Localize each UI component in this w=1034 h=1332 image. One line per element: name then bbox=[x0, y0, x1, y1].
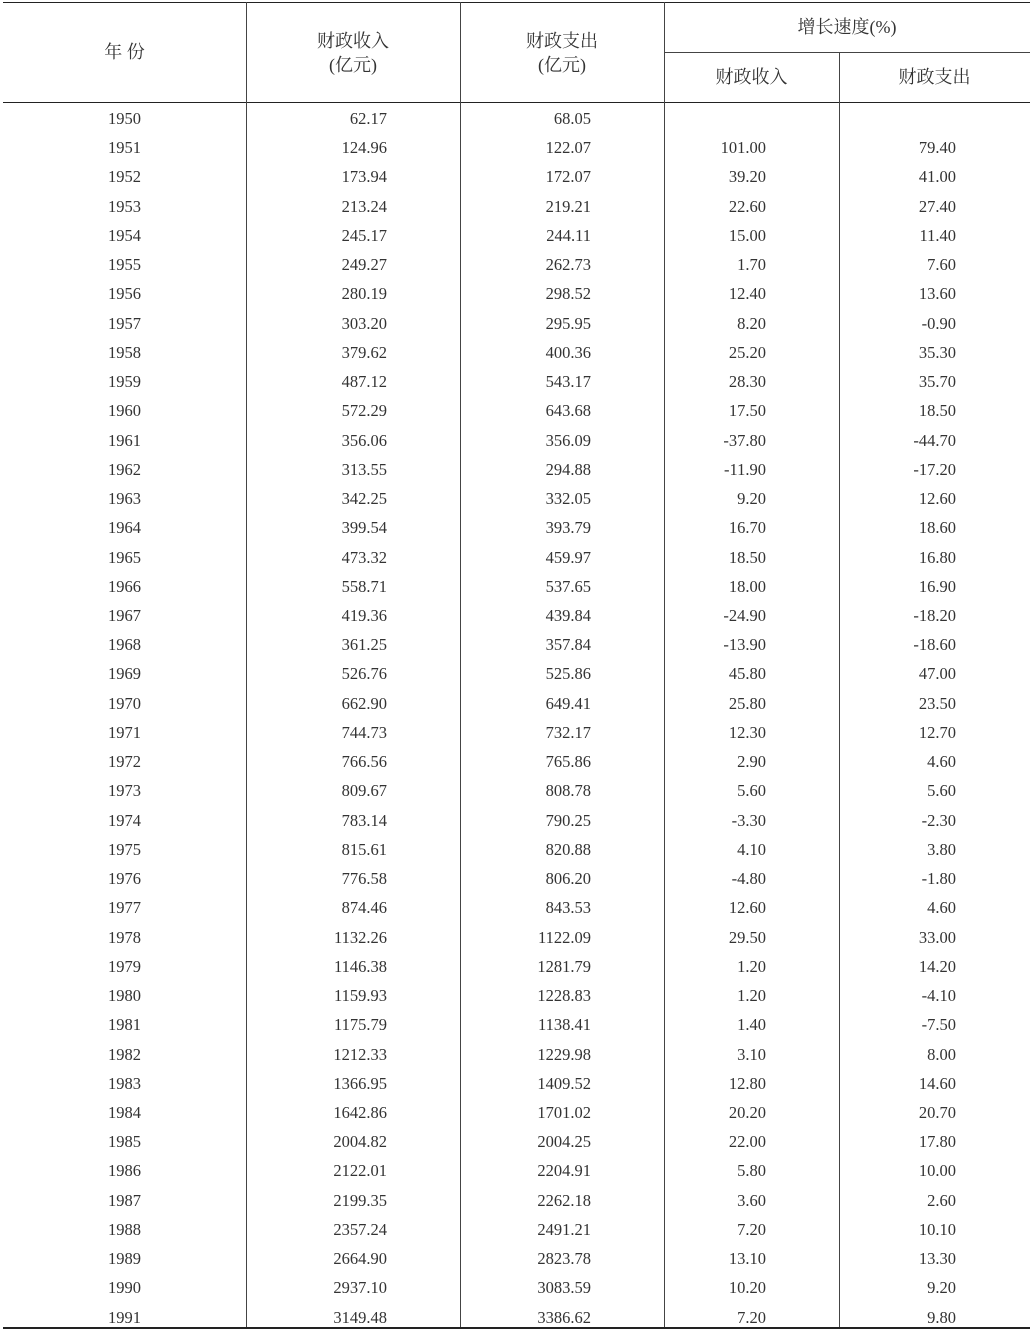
header-revenue-label: 财政收入 bbox=[317, 31, 389, 51]
cell-expenditure: 3083.59 bbox=[537, 1278, 591, 1298]
cell-growth-expenditure: 8.00 bbox=[927, 1044, 956, 1064]
cell-growth-expenditure: 10.10 bbox=[918, 1219, 956, 1239]
cell-expenditure: 1229.98 bbox=[537, 1044, 591, 1064]
cell-growth-expenditure bbox=[839, 104, 956, 133]
cell-growth-expenditure: -2.30 bbox=[921, 810, 956, 830]
cell-growth-revenue: 7.20 bbox=[737, 1219, 766, 1239]
cell-year: 1951 bbox=[108, 138, 141, 158]
header-expenditure-label: 财政支出 bbox=[526, 31, 598, 51]
cell-year: 1971 bbox=[108, 722, 141, 742]
cell-revenue: 473.32 bbox=[341, 547, 387, 567]
cell-growth-expenditure: -44.70 bbox=[913, 430, 956, 450]
cell-growth-expenditure: 12.60 bbox=[918, 489, 956, 509]
cell-growth-revenue: 16.70 bbox=[728, 518, 766, 538]
table-row bbox=[3, 1156, 1030, 1185]
cell-year: 1990 bbox=[108, 1278, 141, 1298]
cell-growth-expenditure: -17.20 bbox=[913, 459, 956, 479]
cell-expenditure: 2491.21 bbox=[537, 1219, 591, 1239]
cell-expenditure: 843.53 bbox=[545, 898, 591, 918]
table-row bbox=[3, 250, 1030, 279]
header-growth-rule bbox=[664, 52, 1030, 53]
table-row bbox=[3, 1040, 1030, 1069]
header-bottom-rule bbox=[3, 102, 1030, 103]
cell-growth-revenue: 25.20 bbox=[728, 342, 766, 362]
cell-revenue: 280.19 bbox=[341, 284, 387, 304]
cell-growth-expenditure: 16.80 bbox=[918, 547, 956, 567]
table-row bbox=[3, 279, 1030, 308]
cell-growth-expenditure: 11.40 bbox=[919, 225, 956, 245]
cell-growth-expenditure: 12.70 bbox=[918, 722, 956, 742]
cell-expenditure: 262.73 bbox=[545, 255, 591, 275]
cell-revenue: 2937.10 bbox=[333, 1278, 387, 1298]
table-row bbox=[3, 1273, 1030, 1302]
table-row bbox=[3, 806, 1030, 835]
cell-growth-expenditure: 7.60 bbox=[927, 255, 956, 275]
header-growth: 增长速度(%) bbox=[797, 17, 897, 37]
cell-expenditure: 1281.79 bbox=[537, 956, 591, 976]
cell-expenditure: 332.05 bbox=[545, 489, 591, 509]
cell-growth-expenditure: 27.40 bbox=[918, 196, 956, 216]
cell-revenue: 249.27 bbox=[341, 255, 387, 275]
cell-year: 1987 bbox=[108, 1190, 141, 1210]
cell-growth-revenue: 18.00 bbox=[728, 576, 766, 596]
cell-year: 1985 bbox=[108, 1132, 141, 1152]
cell-revenue: 173.94 bbox=[341, 167, 387, 187]
table-row bbox=[3, 952, 1030, 981]
table-row bbox=[3, 601, 1030, 630]
cell-expenditure: 294.88 bbox=[545, 459, 591, 479]
cell-growth-expenditure: -18.20 bbox=[913, 605, 956, 625]
cell-growth-revenue: 39.20 bbox=[728, 167, 766, 187]
cell-growth-revenue: 28.30 bbox=[728, 372, 766, 392]
cell-revenue: 744.73 bbox=[341, 722, 387, 742]
cell-year: 1952 bbox=[108, 167, 141, 187]
table-row bbox=[3, 776, 1030, 805]
cell-growth-revenue: 7.20 bbox=[737, 1307, 766, 1327]
header-revenue bbox=[246, 29, 460, 77]
cell-revenue: 558.71 bbox=[341, 576, 387, 596]
cell-growth-expenditure: -18.60 bbox=[913, 635, 956, 655]
cell-growth-revenue: -13.90 bbox=[723, 635, 766, 655]
cell-expenditure: 244.11 bbox=[546, 225, 591, 245]
cell-year: 1988 bbox=[108, 1219, 141, 1239]
cell-revenue: 1132.26 bbox=[333, 927, 387, 947]
table-row bbox=[3, 747, 1030, 776]
cell-growth-revenue: 1.20 bbox=[737, 956, 766, 976]
table-row bbox=[3, 572, 1030, 601]
table-row bbox=[3, 689, 1030, 718]
cell-growth-revenue: -3.30 bbox=[731, 810, 766, 830]
cell-expenditure: 1122.09 bbox=[537, 927, 591, 947]
cell-revenue: 572.29 bbox=[341, 401, 387, 421]
cell-revenue: 1146.38 bbox=[333, 956, 387, 976]
header-revenue-unit: (亿元) bbox=[329, 55, 377, 75]
cell-year: 1953 bbox=[108, 196, 141, 216]
cell-year: 1961 bbox=[108, 430, 141, 450]
cell-revenue: 2357.24 bbox=[333, 1219, 387, 1239]
cell-growth-revenue: 12.40 bbox=[728, 284, 766, 304]
cell-expenditure: 393.79 bbox=[545, 518, 591, 538]
header-growth-revenue: 财政收入 bbox=[715, 67, 788, 87]
cell-expenditure: 1138.41 bbox=[537, 1015, 591, 1035]
cell-expenditure: 122.07 bbox=[545, 138, 591, 158]
cell-revenue: 1366.95 bbox=[333, 1073, 387, 1093]
cell-expenditure: 172.07 bbox=[545, 167, 591, 187]
cell-growth-revenue: 22.60 bbox=[728, 196, 766, 216]
cell-growth-revenue: 1.70 bbox=[737, 255, 766, 275]
cell-expenditure: 295.95 bbox=[545, 313, 591, 333]
cell-growth-expenditure: 4.60 bbox=[927, 752, 956, 772]
table-row bbox=[3, 484, 1030, 513]
cell-growth-expenditure: 20.70 bbox=[918, 1102, 956, 1122]
cell-year: 1980 bbox=[108, 986, 141, 1006]
cell-year: 1966 bbox=[108, 576, 141, 596]
cell-expenditure: 2204.91 bbox=[537, 1161, 591, 1181]
cell-year: 1975 bbox=[108, 839, 141, 859]
cell-revenue: 809.67 bbox=[341, 781, 387, 801]
cell-growth-revenue: 101.00 bbox=[720, 138, 766, 158]
table-row bbox=[3, 221, 1030, 250]
cell-expenditure: 543.17 bbox=[545, 372, 591, 392]
cell-growth-expenditure: -7.50 bbox=[921, 1015, 956, 1035]
cell-growth-revenue: 22.00 bbox=[728, 1132, 766, 1152]
header-growth-expenditure: 财政支出 bbox=[898, 67, 971, 87]
header-expenditure bbox=[460, 29, 664, 77]
cell-revenue: 766.56 bbox=[341, 752, 387, 772]
cell-expenditure: 3386.62 bbox=[537, 1307, 591, 1327]
cell-year: 1956 bbox=[108, 284, 141, 304]
cell-year: 1958 bbox=[108, 342, 141, 362]
cell-growth-revenue: -37.80 bbox=[723, 430, 766, 450]
cell-growth-expenditure: 9.80 bbox=[927, 1307, 956, 1327]
cell-expenditure: 356.09 bbox=[545, 430, 591, 450]
table-row bbox=[3, 893, 1030, 922]
cell-revenue: 815.61 bbox=[341, 839, 387, 859]
cell-revenue: 1642.86 bbox=[333, 1102, 387, 1122]
cell-year: 1962 bbox=[108, 459, 141, 479]
cell-revenue: 379.62 bbox=[341, 342, 387, 362]
cell-revenue: 487.12 bbox=[341, 372, 387, 392]
cell-revenue: 361.25 bbox=[341, 635, 387, 655]
cell-year: 1965 bbox=[108, 547, 141, 567]
cell-year: 1986 bbox=[108, 1161, 141, 1181]
table-row bbox=[3, 133, 1030, 162]
cell-expenditure: 820.88 bbox=[545, 839, 591, 859]
table-row bbox=[3, 835, 1030, 864]
cell-expenditure: 525.86 bbox=[545, 664, 591, 684]
cell-revenue: 245.17 bbox=[341, 225, 387, 245]
cell-expenditure: 298.52 bbox=[545, 284, 591, 304]
cell-growth-revenue: 2.90 bbox=[737, 752, 766, 772]
cell-growth-revenue: -4.80 bbox=[731, 869, 766, 889]
cell-expenditure: 732.17 bbox=[545, 722, 591, 742]
cell-revenue: 62.17 bbox=[349, 109, 387, 128]
cell-revenue: 399.54 bbox=[341, 518, 387, 538]
table-row bbox=[3, 923, 1030, 952]
cell-revenue: 783.14 bbox=[341, 810, 387, 830]
cell-year: 1950 bbox=[108, 109, 141, 128]
cell-growth-expenditure: 18.60 bbox=[918, 518, 956, 538]
table-row bbox=[3, 718, 1030, 747]
cell-growth-expenditure: 79.40 bbox=[918, 138, 956, 158]
cell-expenditure: 806.20 bbox=[545, 869, 591, 889]
table-row bbox=[3, 1127, 1030, 1156]
cell-revenue: 303.20 bbox=[341, 313, 387, 333]
header-year: 年 份 bbox=[104, 42, 145, 62]
cell-expenditure: 643.68 bbox=[545, 401, 591, 421]
table-body bbox=[3, 104, 1030, 1332]
table-top-rule bbox=[3, 2, 1030, 3]
cell-revenue: 2664.90 bbox=[333, 1249, 387, 1269]
cell-revenue: 2199.35 bbox=[333, 1190, 387, 1210]
cell-expenditure: 1701.02 bbox=[537, 1102, 591, 1122]
cell-expenditure: 808.78 bbox=[545, 781, 591, 801]
cell-growth-expenditure: 18.50 bbox=[918, 401, 956, 421]
cell-expenditure: 357.84 bbox=[545, 635, 591, 655]
cell-revenue: 313.55 bbox=[341, 459, 387, 479]
cell-growth-expenditure: 10.00 bbox=[918, 1161, 956, 1181]
cell-revenue: 2004.82 bbox=[333, 1132, 387, 1152]
cell-revenue: 1212.33 bbox=[333, 1044, 387, 1064]
cell-year: 1963 bbox=[108, 489, 141, 509]
cell-year: 1969 bbox=[108, 664, 141, 684]
cell-growth-expenditure: 16.90 bbox=[918, 576, 956, 596]
cell-year: 1983 bbox=[108, 1073, 141, 1093]
cell-growth-revenue: 1.40 bbox=[737, 1015, 766, 1035]
cell-year: 1972 bbox=[108, 752, 141, 772]
cell-growth-revenue: 3.10 bbox=[737, 1044, 766, 1064]
cell-revenue: 1175.79 bbox=[333, 1015, 387, 1035]
table-row bbox=[3, 864, 1030, 893]
cell-year: 1989 bbox=[108, 1249, 141, 1269]
cell-growth-revenue: 5.60 bbox=[737, 781, 766, 801]
cell-expenditure: 790.25 bbox=[545, 810, 591, 830]
cell-growth-revenue: 3.60 bbox=[737, 1190, 766, 1210]
cell-expenditure: 400.36 bbox=[545, 342, 591, 362]
cell-growth-expenditure: 41.00 bbox=[918, 167, 956, 187]
cell-growth-revenue: 8.20 bbox=[737, 313, 766, 333]
cell-year: 1954 bbox=[108, 225, 141, 245]
cell-growth-expenditure: 35.30 bbox=[918, 342, 956, 362]
cell-growth-revenue bbox=[664, 104, 766, 133]
cell-growth-expenditure: -0.90 bbox=[921, 313, 956, 333]
cell-year: 1968 bbox=[108, 635, 141, 655]
cell-growth-revenue: 4.10 bbox=[737, 839, 766, 859]
cell-growth-revenue: -24.90 bbox=[723, 605, 766, 625]
cell-growth-expenditure: 2.60 bbox=[927, 1190, 956, 1210]
table-row bbox=[3, 104, 1030, 133]
table-row bbox=[3, 1244, 1030, 1273]
cell-growth-revenue: 20.20 bbox=[728, 1102, 766, 1122]
cell-year: 1978 bbox=[108, 927, 141, 947]
table-row bbox=[3, 455, 1030, 484]
cell-revenue: 1159.93 bbox=[333, 986, 387, 1006]
cell-growth-revenue: 13.10 bbox=[728, 1249, 766, 1269]
table-row bbox=[3, 630, 1030, 659]
table-row bbox=[3, 192, 1030, 221]
cell-year: 1970 bbox=[108, 693, 141, 713]
cell-growth-revenue: 10.20 bbox=[728, 1278, 766, 1298]
cell-year: 1979 bbox=[108, 956, 141, 976]
cell-year: 1967 bbox=[108, 605, 141, 625]
cell-growth-expenditure: 4.60 bbox=[927, 898, 956, 918]
cell-revenue: 419.36 bbox=[341, 605, 387, 625]
table-bottom-rule bbox=[3, 1327, 1030, 1329]
cell-growth-expenditure: 14.20 bbox=[918, 956, 956, 976]
cell-revenue: 2122.01 bbox=[333, 1161, 387, 1181]
cell-growth-revenue: 29.50 bbox=[728, 927, 766, 947]
table-row bbox=[3, 162, 1030, 191]
table-row bbox=[3, 426, 1030, 455]
cell-year: 1991 bbox=[108, 1307, 141, 1327]
cell-growth-expenditure: 3.80 bbox=[927, 839, 956, 859]
cell-growth-revenue: 25.80 bbox=[728, 693, 766, 713]
table-row bbox=[3, 543, 1030, 572]
cell-revenue: 124.96 bbox=[341, 138, 387, 158]
cell-year: 1982 bbox=[108, 1044, 141, 1064]
cell-year: 1984 bbox=[108, 1102, 141, 1122]
cell-expenditure: 2823.78 bbox=[537, 1249, 591, 1269]
table-row bbox=[3, 1010, 1030, 1039]
cell-growth-expenditure: 17.80 bbox=[918, 1132, 956, 1152]
table-row bbox=[3, 338, 1030, 367]
table-row bbox=[3, 659, 1030, 688]
cell-expenditure: 439.84 bbox=[545, 605, 591, 625]
cell-growth-expenditure: 47.00 bbox=[918, 664, 956, 684]
cell-expenditure: 1228.83 bbox=[537, 986, 591, 1006]
cell-expenditure: 765.86 bbox=[545, 752, 591, 772]
cell-expenditure: 537.65 bbox=[545, 576, 591, 596]
cell-growth-expenditure: 9.20 bbox=[927, 1278, 956, 1298]
cell-year: 1960 bbox=[108, 401, 141, 421]
cell-growth-revenue: 18.50 bbox=[728, 547, 766, 567]
cell-year: 1977 bbox=[108, 898, 141, 918]
table-row bbox=[3, 367, 1030, 396]
cell-expenditure: 68.05 bbox=[553, 109, 591, 128]
table-row bbox=[3, 981, 1030, 1010]
cell-revenue: 356.06 bbox=[341, 430, 387, 450]
cell-growth-expenditure: -1.80 bbox=[921, 869, 956, 889]
table-row bbox=[3, 309, 1030, 338]
cell-year: 1964 bbox=[108, 518, 141, 538]
cell-growth-revenue: 1.20 bbox=[737, 986, 766, 1006]
cell-year: 1959 bbox=[108, 372, 141, 392]
cell-growth-expenditure: 35.70 bbox=[918, 372, 956, 392]
cell-growth-expenditure: 14.60 bbox=[918, 1073, 956, 1093]
cell-expenditure: 649.41 bbox=[545, 693, 591, 713]
cell-expenditure: 219.21 bbox=[545, 196, 591, 216]
cell-year: 1973 bbox=[108, 781, 141, 801]
cell-expenditure: 2262.18 bbox=[537, 1190, 591, 1210]
cell-growth-revenue: 9.20 bbox=[737, 489, 766, 509]
cell-growth-expenditure: 5.60 bbox=[927, 781, 956, 801]
cell-revenue: 3149.48 bbox=[333, 1307, 387, 1327]
table-row bbox=[3, 513, 1030, 542]
cell-revenue: 213.24 bbox=[341, 196, 387, 216]
cell-revenue: 526.76 bbox=[341, 664, 387, 684]
cell-revenue: 662.90 bbox=[341, 693, 387, 713]
cell-growth-revenue: 12.60 bbox=[728, 898, 766, 918]
cell-year: 1981 bbox=[108, 1015, 141, 1035]
cell-year: 1976 bbox=[108, 869, 141, 889]
cell-growth-expenditure: 23.50 bbox=[918, 693, 956, 713]
cell-growth-revenue: 12.80 bbox=[728, 1073, 766, 1093]
cell-growth-revenue: 45.80 bbox=[728, 664, 766, 684]
cell-expenditure: 459.97 bbox=[545, 547, 591, 567]
cell-growth-expenditure: 33.00 bbox=[918, 927, 956, 947]
cell-growth-expenditure: -4.10 bbox=[921, 986, 956, 1006]
cell-growth-expenditure: 13.30 bbox=[918, 1249, 956, 1269]
cell-year: 1955 bbox=[108, 255, 141, 275]
cell-growth-revenue: -11.90 bbox=[723, 459, 766, 479]
cell-revenue: 342.25 bbox=[341, 489, 387, 509]
table-row bbox=[3, 1069, 1030, 1098]
cell-revenue: 874.46 bbox=[341, 898, 387, 918]
cell-growth-revenue: 5.80 bbox=[737, 1161, 766, 1181]
table-row bbox=[3, 1215, 1030, 1244]
cell-growth-revenue: 15.00 bbox=[728, 225, 766, 245]
cell-expenditure: 1409.52 bbox=[537, 1073, 591, 1093]
cell-revenue: 776.58 bbox=[341, 869, 387, 889]
table-row bbox=[3, 1186, 1030, 1215]
cell-growth-revenue: 17.50 bbox=[728, 401, 766, 421]
cell-growth-expenditure: 13.60 bbox=[918, 284, 956, 304]
cell-year: 1957 bbox=[108, 313, 141, 333]
header-expenditure-unit: (亿元) bbox=[538, 55, 586, 75]
table-row bbox=[3, 396, 1030, 425]
cell-expenditure: 2004.25 bbox=[537, 1132, 591, 1152]
table-row bbox=[3, 1098, 1030, 1127]
cell-year: 1974 bbox=[108, 810, 141, 830]
cell-growth-revenue: 12.30 bbox=[728, 722, 766, 742]
